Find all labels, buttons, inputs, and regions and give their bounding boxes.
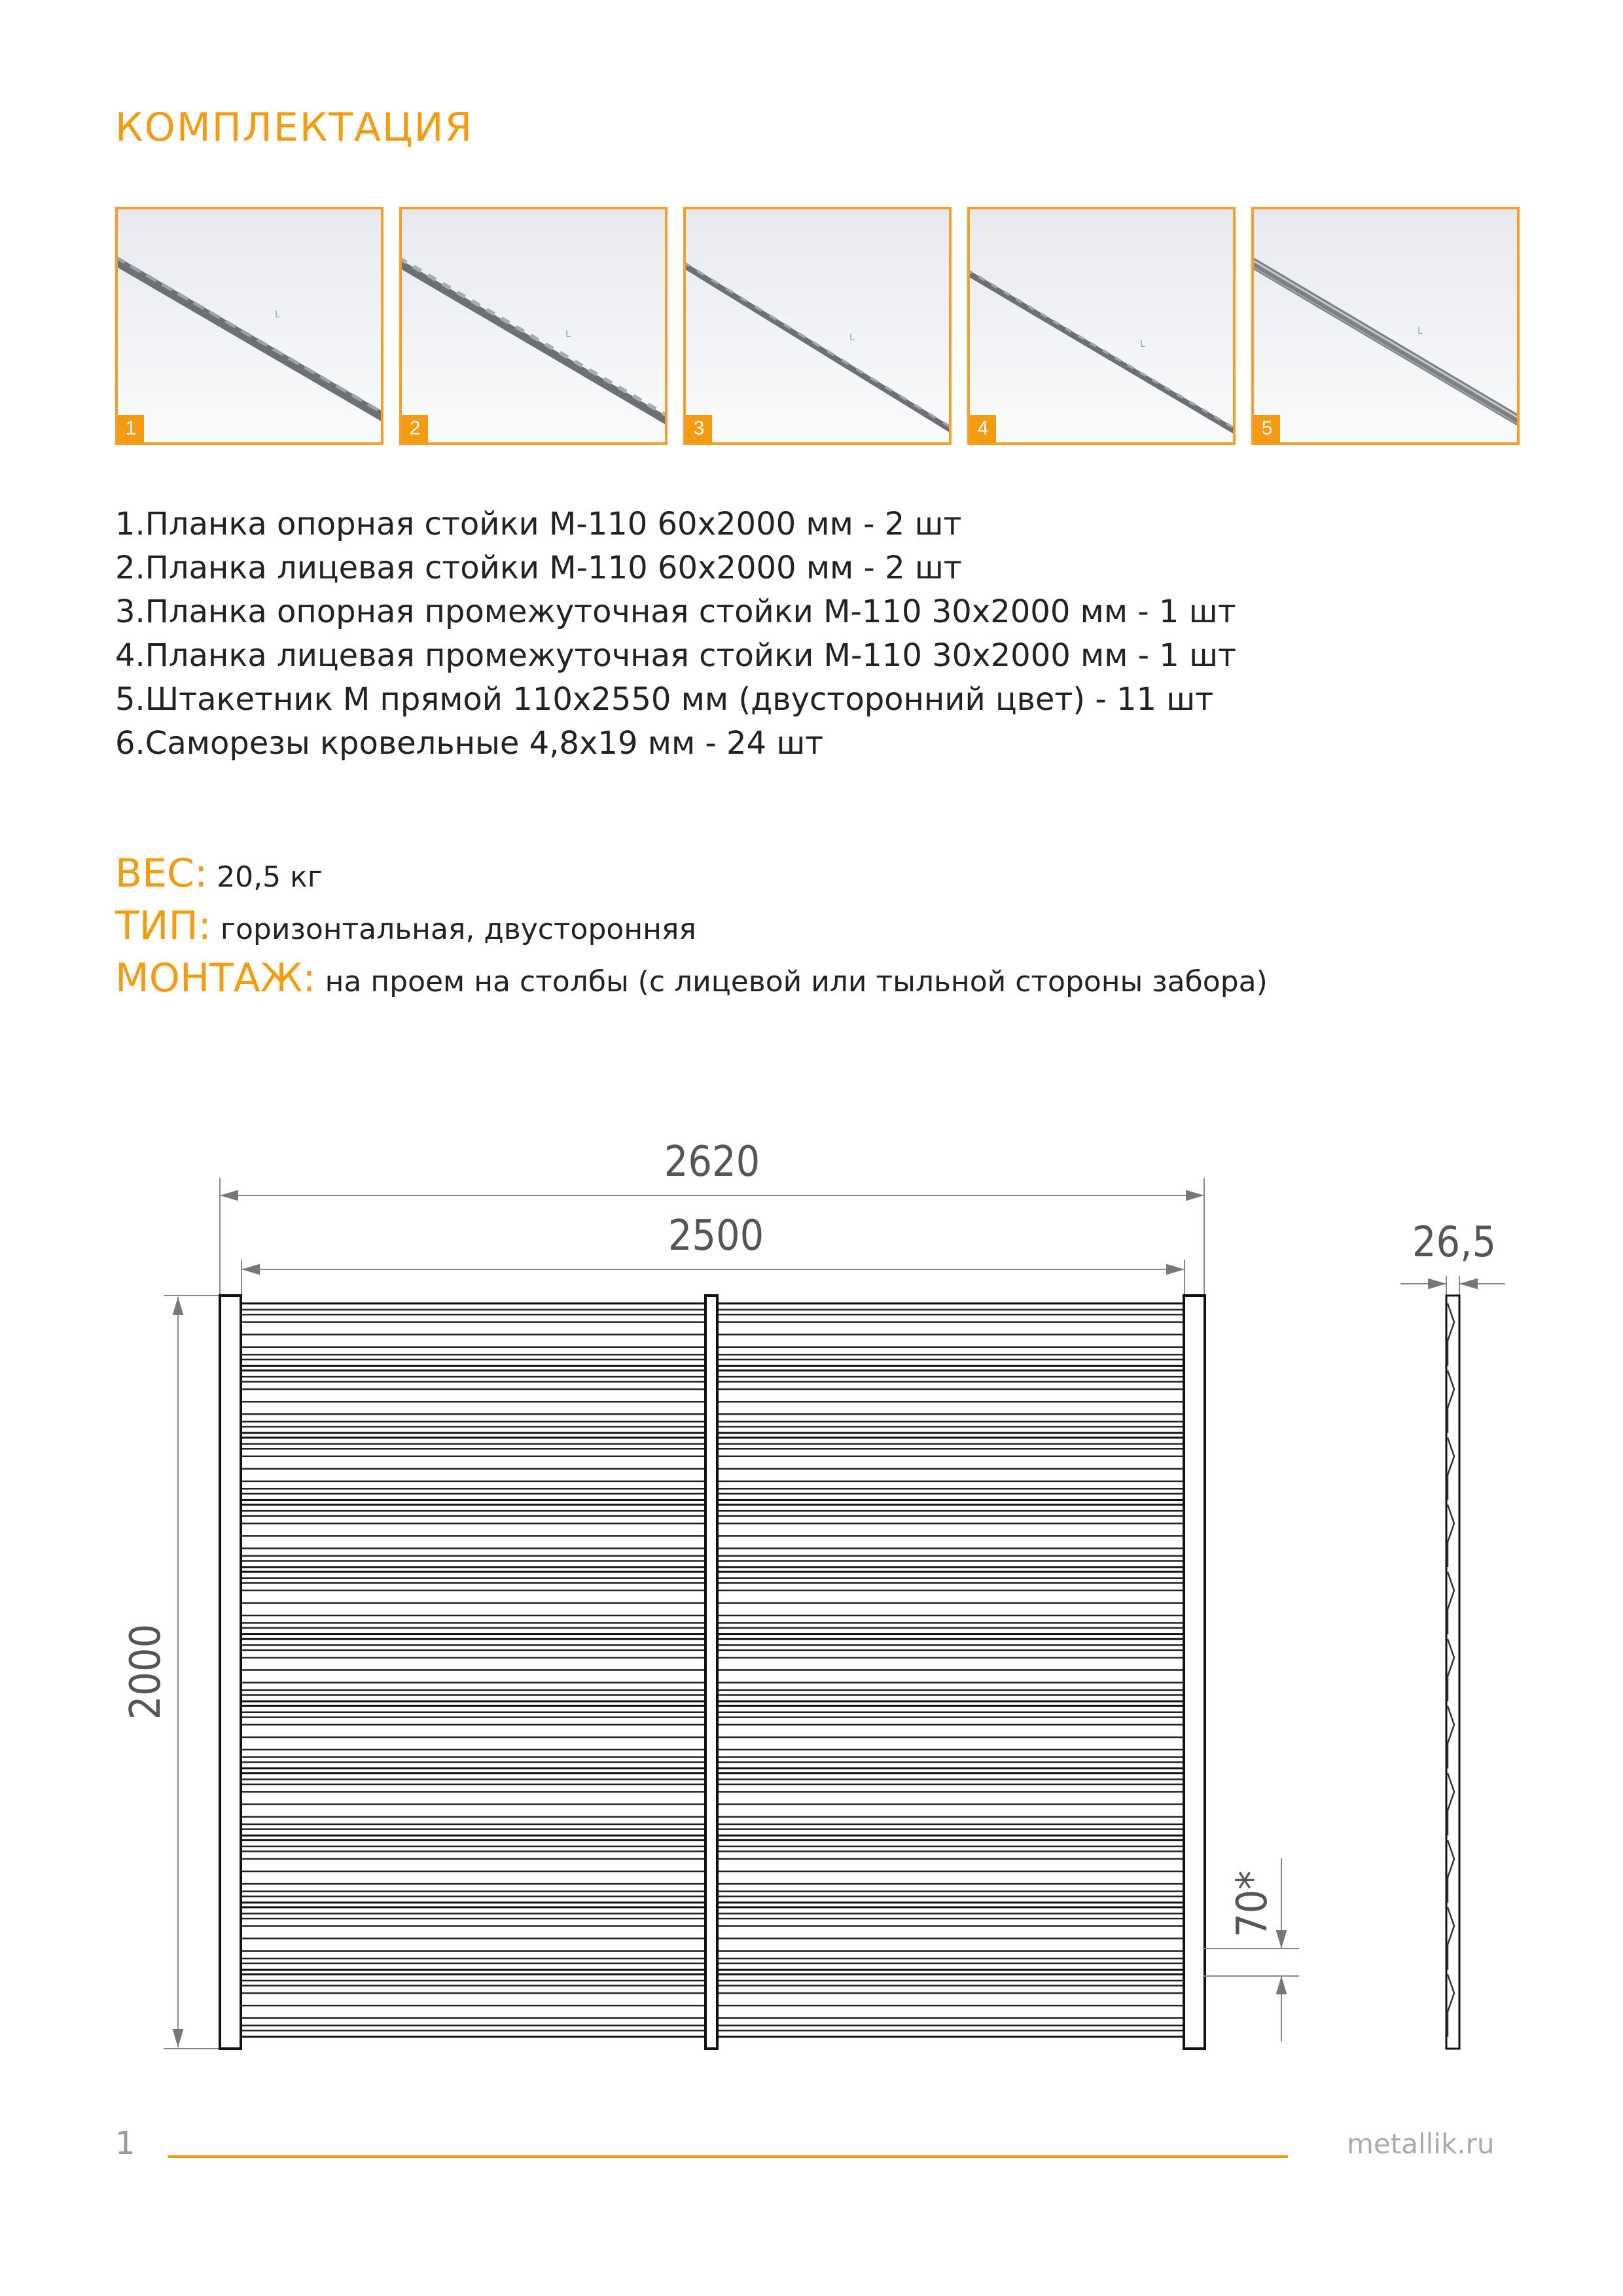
list-item: 4.Планка лицевая промежуточная стойки М-110 30х2000 мм - 1 шт (115, 637, 1236, 674)
spec-type-value: горизонтальная, двусторонняя (220, 913, 696, 946)
svg-text:L: L (275, 309, 280, 320)
page-number: 1 (115, 2125, 135, 2162)
component-thumb-5 (1251, 207, 1520, 445)
spec-mount-value: на проем на столбы (с лицевой или тыльной стороны забора) (325, 965, 1268, 998)
svg-text:L: L (565, 329, 571, 340)
dimension-label: 70* (1228, 1870, 1277, 1938)
dimension-label: 2500 (668, 1212, 764, 1260)
support-strip-image (118, 209, 383, 445)
component-thumbnails (115, 207, 1521, 448)
spec-weight-value: 20,5 кг (217, 860, 323, 894)
component-badge: 3 (686, 415, 712, 442)
spec-mount-label: МОНТАЖ: (115, 955, 316, 1001)
footer-website: metallik.ru (1347, 2128, 1495, 2160)
list-item: 2.Планка лицевая стойки М-110 60х2000 мм - 2 шт (115, 550, 962, 586)
list-item: 1.Планка опорная стойки М-110 60х2000 мм - 2 шт (115, 506, 962, 542)
dimension-inner-width (241, 1212, 1185, 1305)
dimension-label: 2620 (664, 1138, 760, 1186)
specifications (115, 851, 1268, 1008)
svg-text:L: L (849, 332, 855, 343)
component-thumb-1 (115, 207, 383, 445)
intermediate-face-strip-image (970, 209, 1236, 445)
spec-type (115, 903, 1268, 955)
component-badge: 2 (402, 415, 428, 442)
left-post (220, 1296, 241, 2049)
component-thumb-3 (683, 207, 952, 445)
list-item: 5.Штакетник М прямой 110х2550 мм (двусторонний цвет) - 11 шт (115, 681, 1214, 718)
picket-profile-image (1254, 209, 1520, 445)
svg-text:L: L (1418, 326, 1423, 336)
spec-mount (115, 955, 1268, 1008)
component-badge: 4 (970, 415, 996, 442)
component-thumb-2 (399, 207, 668, 445)
face-strip-image (402, 209, 668, 445)
side-view (1400, 1218, 1505, 2049)
component-list (115, 503, 1236, 766)
list-item: 3.Планка опорная промежуточная стойки М-110 30х2000 мм - 1 шт (115, 593, 1236, 630)
list-item: 6.Саморезы кровельные 4,8х19 мм - 24 шт (115, 725, 824, 762)
spec-weight (115, 851, 1268, 903)
middle-post (705, 1296, 717, 2049)
spec-weight-label: ВЕС: (115, 851, 208, 896)
footer-divider (168, 2155, 1288, 2158)
dimension-label: 26,5 (1412, 1218, 1497, 1267)
svg-text:L: L (1140, 339, 1145, 349)
technical-drawing (0, 1112, 1623, 2107)
dimension-label: 2000 (122, 1623, 170, 1720)
dimension-height (122, 1296, 220, 2049)
intermediate-support-strip-image (686, 209, 952, 445)
right-post (1184, 1296, 1205, 2049)
fence-panel (220, 1296, 1205, 2049)
spec-type-label: ТИП: (115, 903, 211, 949)
component-badge: 5 (1254, 415, 1280, 442)
component-badge: 1 (118, 415, 144, 442)
component-thumb-4 (967, 207, 1236, 445)
page-title: КОМПЛЕКТАЦИЯ (115, 105, 474, 150)
dimension-gap (1204, 1858, 1299, 2041)
